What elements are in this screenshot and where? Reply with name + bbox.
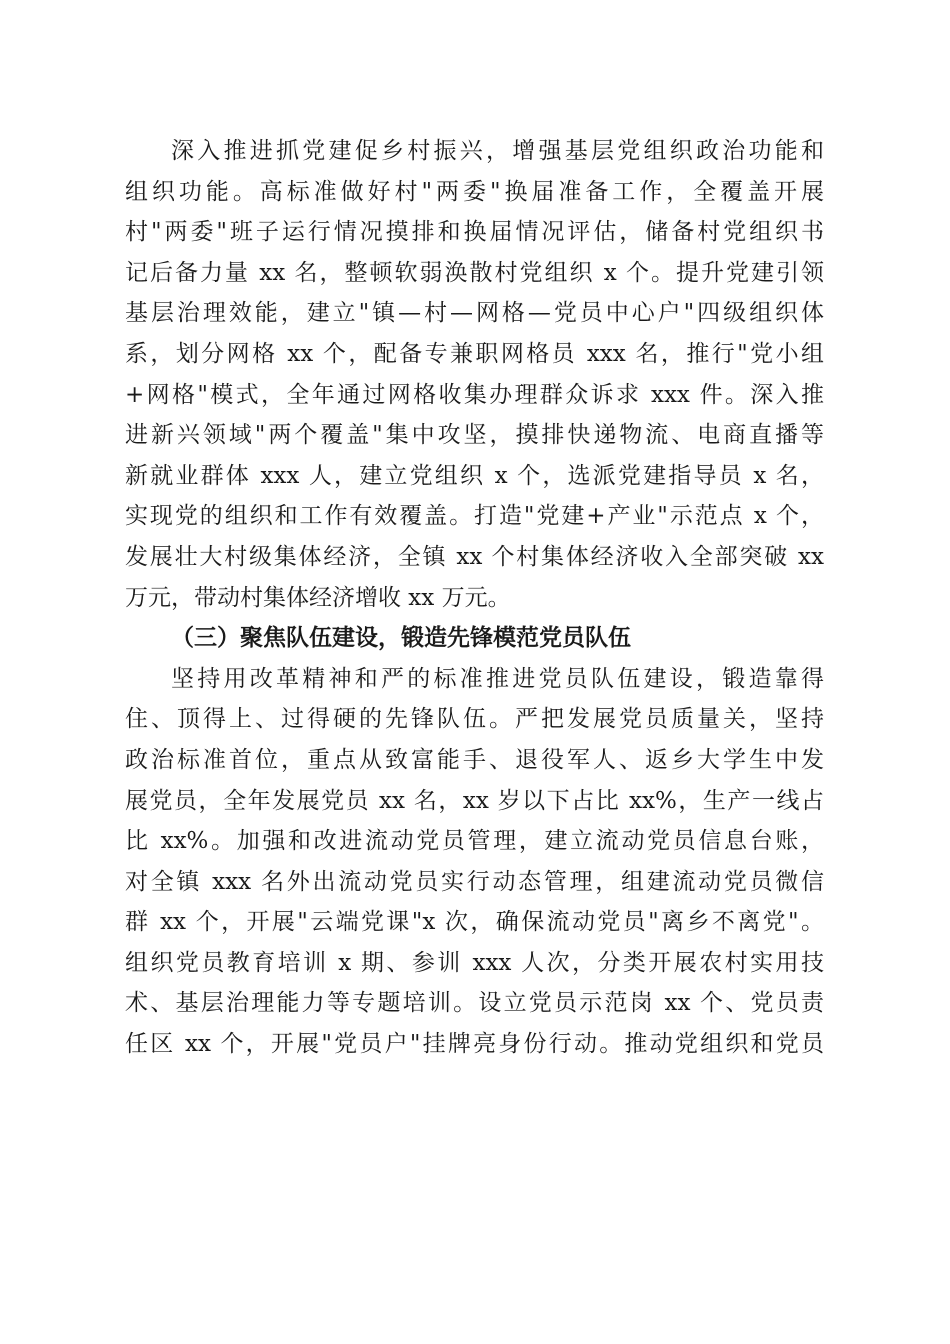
text-line: 实现党的组织和工作有效覆盖。打造"党建+产业"示范点 x 个，	[125, 503, 824, 530]
document-body	[125, 131, 824, 1065]
text-line: 发展壮大村级集体经济，全镇 xx 个村集体经济收入全部突破 xx	[125, 543, 824, 570]
text-line: 对全镇 xxx 名外出流动党员实行动态管理，组建流动党员微信	[125, 868, 824, 895]
text-line: 记后备力量 xx 名，整顿软弱涣散村党组织 x 个。提升党建引领	[125, 259, 824, 286]
text-line: 政治标准首位，重点从致富能手、退役军人、返乡大学生中发	[125, 746, 824, 773]
paragraph-party-member-team	[125, 659, 824, 1065]
text-line: 展党员，全年发展党员 xx 名，xx 岁以下占比 xx%，生产一线占	[125, 787, 824, 814]
text-line: 基层治理效能，建立"镇—村—网格—党员中心户"四级组织体	[125, 300, 824, 327]
text-line: 比 xx%。加强和改进流动党员管理，建立流动党员信息台账，	[125, 828, 824, 855]
text-line: 村"两委"班子运行情况摸排和换届情况评估，储备村党组织书	[125, 219, 824, 246]
paragraph-rural-revitalization	[125, 131, 824, 618]
text-line: 进新兴领域"两个覆盖"集中攻坚，摸排快递物流、电商直播等	[125, 422, 824, 449]
text-line: 任区 xx 个，开展"党员户"挂牌亮身份行动。推动党组织和党员	[125, 1031, 824, 1058]
text-line: 系，划分网格 xx 个，配备专兼职网格员 xxx 名，推行"党小组	[125, 340, 824, 367]
text-line: 万元，带动村集体经济增收 xx 万元。	[125, 584, 511, 611]
text-line: 群 xx 个，开展"云端党课"x 次，确保流动党员"离乡不离党"。	[125, 909, 824, 936]
section-heading: （三）聚焦队伍建设，锻造先锋模范党员队伍	[171, 624, 631, 652]
text-line: 组织功能。高标准做好村"两委"换届准备工作，全覆盖开展	[125, 178, 824, 205]
text-line: 深入推进抓党建促乡村振兴，增强基层党组织政治功能和	[171, 138, 824, 164]
text-line: 术、基层治理能力等专题培训。设立党员示范岗 xx 个、党员责	[125, 990, 824, 1017]
text-line: +网格"模式，全年通过网格收集办理群众诉求 xxx 件。深入推	[125, 381, 824, 408]
text-line: 组织党员教育培训 x 期、参训 xxx 人次，分类开展农村实用技	[125, 949, 824, 976]
text-line: 新就业群体 xxx 人，建立党组织 x 个，选派党建指导员 x 名，	[125, 462, 824, 489]
text-line: 坚持用改革精神和严的标准推进党员队伍建设，锻造靠得	[171, 665, 824, 692]
text-line: 住、顶得上、过得硬的先锋队伍。严把发展党员质量关，坚持	[125, 706, 824, 733]
